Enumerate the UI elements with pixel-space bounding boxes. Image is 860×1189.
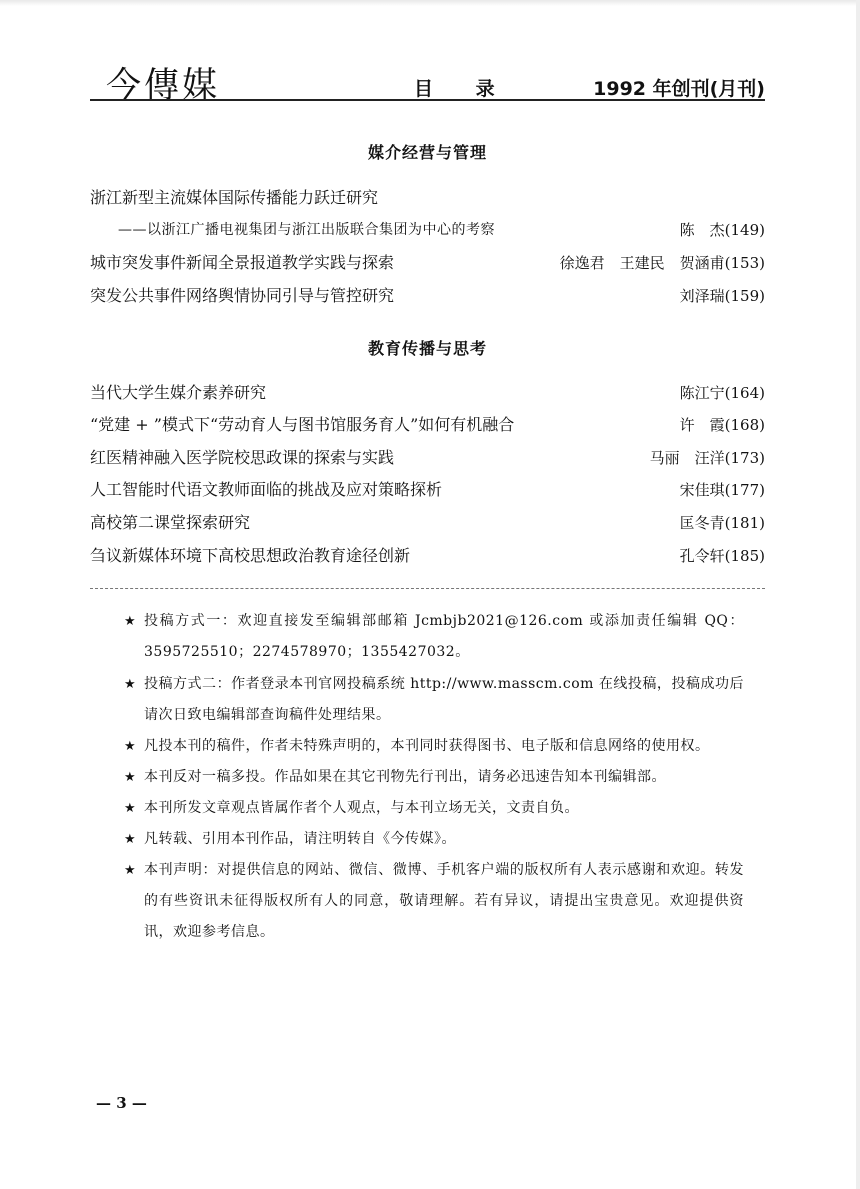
entry-page: (149) xyxy=(724,221,765,239)
entry-title: 人工智能时代语文教师面临的挑战及应对策略探析 xyxy=(90,480,443,499)
notice-text: 本刊所发文章观点皆属作者个人观点，与本刊立场无关，文责自负。 xyxy=(144,800,579,816)
entry-title: 浙江新型主流媒体国际传播能力跃迁研究 xyxy=(90,188,379,207)
star-icon: ★ xyxy=(124,614,136,629)
section-heading: 媒介经营与管理 xyxy=(367,143,487,162)
toc-entry[interactable] xyxy=(90,478,765,502)
entry-authors: 刘泽瑞 xyxy=(679,287,725,305)
notice-item xyxy=(124,731,744,762)
toc-entry[interactable] xyxy=(90,186,765,210)
notice-item xyxy=(124,824,744,855)
toc-entry[interactable] xyxy=(90,284,765,308)
header-rule xyxy=(90,99,765,101)
toc-entry[interactable] xyxy=(90,413,765,437)
entry-page: (177) xyxy=(724,481,765,499)
masthead-logo: 今傳媒 xyxy=(106,66,221,106)
entry-page: (185) xyxy=(724,547,765,565)
star-icon: ★ xyxy=(124,801,136,816)
entry-authors: 孔令轩 xyxy=(679,547,725,565)
notice-text: 本刊反对一稿多投。作品如果在其它刊物先行刊出，请务必迅速告知本刊编辑部。 xyxy=(144,769,666,785)
entry-title: 突发公共事件网络舆情协同引导与管控研究 xyxy=(90,286,395,305)
notice-text: 凡投本刊的稿件，作者未特殊声明的，本刊同时获得图书、电子版和信息网络的使用权。 xyxy=(144,738,710,754)
notice-item xyxy=(124,606,744,668)
entry-title: 红医精神融入医学院校思政课的探索与实践 xyxy=(90,448,395,467)
entry-title: 高校第二课堂探索研究 xyxy=(90,513,251,532)
notice-item xyxy=(124,669,744,731)
section-heading: 教育传播与思考 xyxy=(367,339,487,358)
entry-authors: 马丽 汪洋 xyxy=(649,449,725,467)
page-number: — 3 — xyxy=(96,1094,147,1112)
star-icon: ★ xyxy=(124,863,136,878)
dotted-divider xyxy=(90,588,765,589)
notice-item xyxy=(124,793,744,824)
entry-authors: 陈江宁 xyxy=(679,384,725,402)
entry-page: (168) xyxy=(724,416,765,434)
entry-authors: 许 霞 xyxy=(679,416,725,434)
entry-authors: 徐逸君 王建民 贺涵甫 xyxy=(559,254,725,272)
notice-item xyxy=(124,855,744,948)
entry-title: “党建 + ”模式下“劳动育人与图书馆服务育人”如何有机融合 xyxy=(90,415,515,434)
entry-page: (164) xyxy=(724,384,765,402)
issue-info: 1992 年创刊(月刊) xyxy=(593,78,765,100)
star-icon: ★ xyxy=(124,832,136,847)
entry-page: (159) xyxy=(724,287,765,305)
entry-authors: 匡冬青 xyxy=(679,514,725,532)
star-icon: ★ xyxy=(124,739,136,754)
toc-entry[interactable] xyxy=(90,511,765,535)
entry-authors: 宋佳琪 xyxy=(679,481,725,499)
toc-entry[interactable] xyxy=(90,218,765,242)
star-icon: ★ xyxy=(124,677,136,692)
entry-authors: 陈 杰 xyxy=(679,221,725,239)
entry-title: 当代大学生媒介素养研究 xyxy=(90,383,267,402)
page-edge-shadow xyxy=(0,0,860,6)
entry-page: (181) xyxy=(724,514,765,532)
entry-title: 刍议新媒体环境下高校思想政治教育途径创新 xyxy=(90,546,411,565)
toc-entry[interactable] xyxy=(90,544,765,568)
notice-item xyxy=(124,762,744,793)
notice-text: 本刊声明：对提供信息的网站、微信、微博、手机客户端的版权所有人表示感谢和欢迎。转发的有些资讯未征得版权所有人的同意，敬请理解。若有异议，请提出宝贵意见。欢迎提供资讯，欢迎参考信息。 xyxy=(144,862,744,940)
toc-title: 目 录 xyxy=(414,78,513,100)
notice-text: 凡转载、引用本刊作品，请注明转自《今传媒》。 xyxy=(144,831,456,847)
entry-title: 城市突发事件新闻全景报道教学实践与探索 xyxy=(90,253,395,272)
entry-page: (153) xyxy=(724,254,765,272)
toc-entry[interactable] xyxy=(90,446,765,470)
toc-entry[interactable] xyxy=(90,251,765,275)
notice-text: 投稿方式一：欢迎直接发至编辑部邮箱 Jcmbjb2021@126.com 或添加责任编辑 QQ：3595725510；2274578970；1355427032。 xyxy=(144,613,744,660)
toc-entry[interactable] xyxy=(90,381,765,405)
star-icon: ★ xyxy=(124,770,136,785)
page-edge-right xyxy=(856,0,860,1189)
entry-subtitle: ——以浙江广播电视集团与浙江出版联合集团为中心的考察 xyxy=(118,222,495,238)
notice-text: 投稿方式二：作者登录本刊官网投稿系统 http://www.masscm.com 在线投稿，投稿成功后请次日致电编辑部查询稿件处理结果。 xyxy=(144,676,744,723)
entry-page: (173) xyxy=(724,449,765,467)
